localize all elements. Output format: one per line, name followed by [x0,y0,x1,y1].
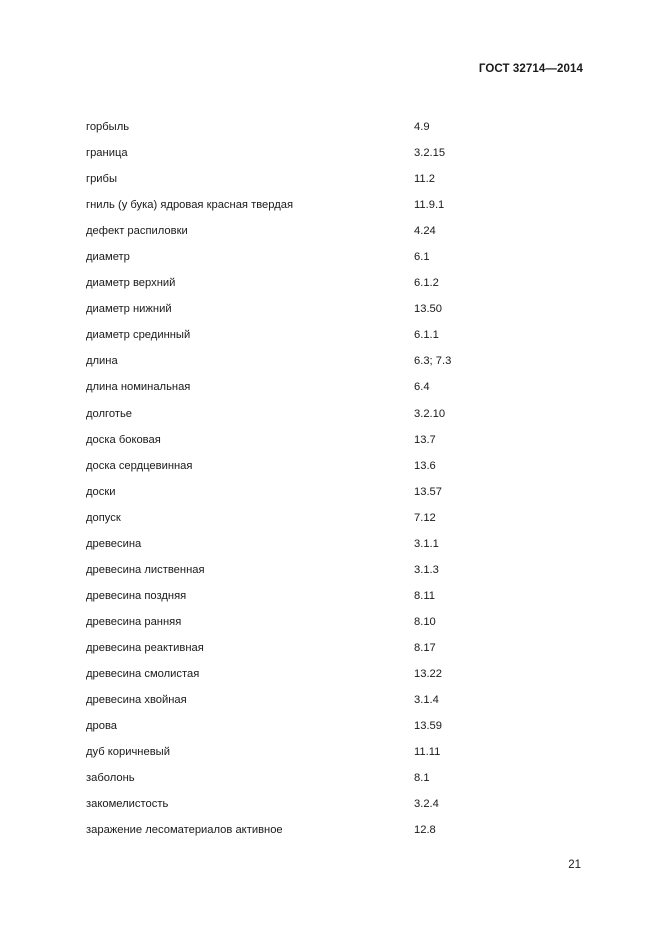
index-term: древесина смолистая [86,668,200,680]
index-term: граница [86,147,128,160]
index-row [86,635,506,661]
index-row [86,687,506,713]
index-term: допуск [86,511,121,524]
index-term: древесина [86,537,142,550]
page-number: 21 [568,859,581,871]
index-row [86,739,506,765]
index-ref: 13.57 [414,485,442,498]
index-row [86,322,506,348]
index-row [86,244,506,270]
index-ref: 3.1.1 [414,537,439,550]
index-row [86,427,506,453]
index-term: древесина хвойная [86,694,187,707]
index-ref: 13.7 [414,433,436,446]
index-row [86,817,506,843]
index-ref: 13.50 [414,303,442,316]
index-term: грибы [86,173,118,186]
index-term: доска боковая [86,433,161,446]
index-ref: 6.4 [414,381,430,394]
index-row [86,218,506,244]
index-ref: 11.9.1 [414,199,445,212]
index-term: доски [86,485,116,498]
index-row [86,505,506,531]
index-ref: 8.11 [414,589,435,602]
index-term: древесина лиственная [86,563,205,576]
index-row [86,479,506,505]
index-ref: 6.1.2 [414,277,439,290]
index-row [86,166,506,192]
index-term: долготье [86,407,133,420]
index-term: гниль (у бука) ядровая красная твердая [86,199,294,212]
index-term: древесина ранняя [86,615,182,628]
index-ref: 7.12 [414,511,436,524]
index-ref: 4.24 [414,225,436,238]
index-row [86,296,506,322]
index-ref: 3.1.4 [414,694,439,707]
index-row [86,661,506,687]
index-ref: 3.2.15 [414,147,446,160]
index-ref: 6.1.1 [414,329,439,342]
index-row [86,192,506,218]
index-ref: 13.59 [414,720,442,733]
index-row [86,557,506,583]
index-ref: 3.2.10 [414,407,446,420]
index-ref: 3.1.3 [414,563,439,576]
index-term: древесина реактивная [86,641,204,654]
index-row [86,791,506,817]
index-term: диаметр нижний [86,303,172,316]
index-ref: 4.9 [414,121,430,134]
index-row [86,348,506,374]
index-ref: 12.8 [414,824,436,837]
index-term: закомелистость [86,798,169,811]
index-ref: 11.2 [414,173,435,186]
term-index-list [86,114,506,843]
index-ref: 11.11 [414,746,441,759]
index-term: дуб коричневый [86,746,170,759]
index-ref: 8.17 [414,641,436,654]
index-term: диаметр [86,251,130,264]
index-ref: 6.1 [414,251,430,264]
index-ref: 13.22 [414,668,442,680]
index-term: горбыль [86,121,130,134]
index-ref: 6.3; 7.3 [414,355,452,368]
index-term: длина [86,355,118,368]
index-term: заболонь [86,772,135,785]
index-row [86,713,506,739]
index-row [86,531,506,557]
index-row [86,401,506,427]
index-term: заражение лесоматериалов активное [86,824,283,837]
index-term: дрова [86,720,118,733]
index-ref: 3.2.4 [414,798,439,811]
index-term: доска сердцевинная [86,459,193,472]
index-term: диаметр верхний [86,277,176,290]
index-ref: 8.1 [414,772,430,785]
index-term: диаметр срединный [86,329,191,342]
index-row [86,583,506,609]
index-term: длина номинальная [86,381,191,394]
index-row [86,453,506,479]
index-ref: 8.10 [414,615,436,628]
index-term: древесина поздняя [86,589,187,602]
index-row [86,609,506,635]
document-code: ГОСТ 32714—2014 [478,63,583,75]
index-row [86,765,506,791]
index-row [86,374,506,400]
index-term: дефект распиловки [86,225,188,238]
index-ref: 13.6 [414,459,436,472]
index-row [86,270,506,296]
index-row [86,114,506,140]
index-row [86,140,506,166]
